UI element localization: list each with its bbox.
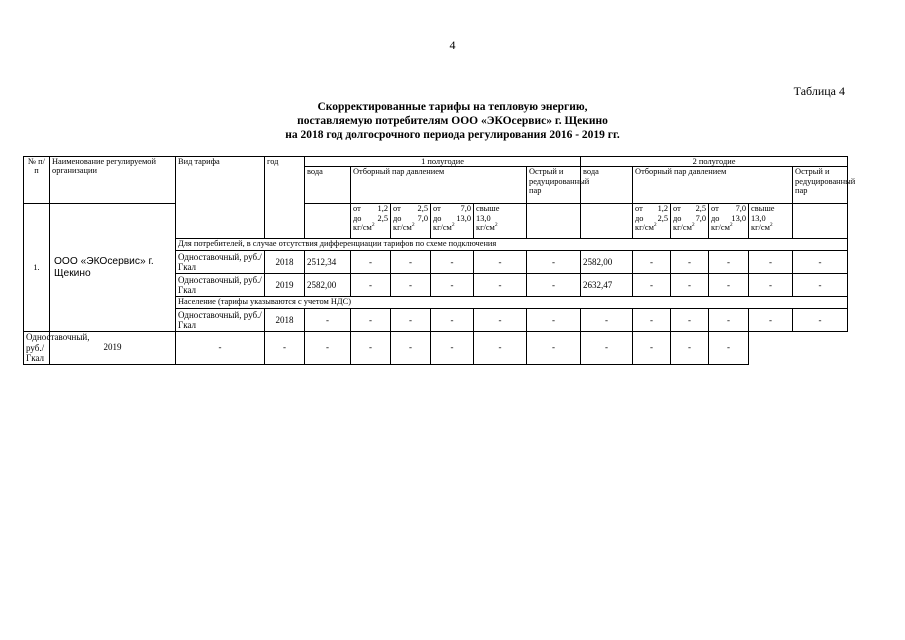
value-cell: - xyxy=(431,251,474,274)
title-line-3: на 2018 год долгосрочного периода регулирования 2016 - 2019 гг. xyxy=(285,129,620,141)
value-cell: - xyxy=(431,309,474,332)
value-cell: - xyxy=(671,274,709,297)
empty-cell xyxy=(527,204,581,239)
header-half-1: 1 полугодие xyxy=(305,157,581,167)
value-cell: - xyxy=(431,274,474,297)
pressure-3-h2: от 7,0 до 13,0 $кг/см^2$ xyxy=(709,204,749,239)
value-cell: - xyxy=(709,332,749,365)
value-cell: - xyxy=(527,274,581,297)
header-sharp-steam-h1: Острый и редуцированный пар xyxy=(527,167,581,204)
value-cell: - xyxy=(709,251,749,274)
value-cell: - xyxy=(749,274,793,297)
tariff-table xyxy=(23,156,856,365)
header-half-2: 2 полугодие xyxy=(581,157,848,167)
value-cell: - xyxy=(305,332,351,365)
value-cell: 2512,34 xyxy=(305,251,351,274)
value-cell: - xyxy=(474,332,527,365)
value-cell: - xyxy=(351,274,391,297)
value-cell: - xyxy=(176,332,265,365)
header-row-3 xyxy=(24,204,848,239)
value-cell: - xyxy=(391,274,431,297)
tariff-year: 2018 xyxy=(265,309,305,332)
tariff-type: Одноставочный, руб./Гкал xyxy=(176,251,265,274)
table-label: Таблица 4 xyxy=(793,84,845,98)
section-title: Для потребителей, в случае отсутствия дифференциации тарифов по схеме подключения xyxy=(176,239,848,251)
value-cell: - xyxy=(633,251,671,274)
empty-cell xyxy=(581,204,633,239)
value-cell: - xyxy=(671,309,709,332)
value-cell: - xyxy=(709,309,749,332)
pressure-1-h2: от 1,2 до 2,5 $кг/см^2$ xyxy=(633,204,671,239)
header-steam-h1: Отборный пар давлением xyxy=(351,167,527,204)
value-cell: - xyxy=(793,309,848,332)
tariff-type: Одноставочный, руб./Гкал xyxy=(176,309,265,332)
value-cell: - xyxy=(749,251,793,274)
pressure-4-h2: свыше 13,0 $кг/см^2$ xyxy=(749,204,793,239)
page-number: 4 xyxy=(449,38,456,52)
empty-cell xyxy=(305,204,351,239)
value-cell: 2582,00 xyxy=(305,274,351,297)
value-cell: - xyxy=(305,309,351,332)
header-num: № п/п xyxy=(24,157,50,204)
document-title xyxy=(0,100,905,142)
value-cell: - xyxy=(391,332,431,365)
value-cell: - xyxy=(709,274,749,297)
value-cell: - xyxy=(527,251,581,274)
pressure-4-h1: свыше 13,0 $кг/см^2$ xyxy=(474,204,527,239)
value-cell: - xyxy=(474,309,527,332)
pressure-3-h1: от 7,0 до 13,0 $кг/см^2$ xyxy=(431,204,474,239)
tariff-year: 2019 xyxy=(265,274,305,297)
value-cell: - xyxy=(265,332,305,365)
value-cell: 2582,00 xyxy=(581,251,633,274)
value-cell: - xyxy=(474,251,527,274)
value-cell: 2632,47 xyxy=(581,274,633,297)
value-cell: - xyxy=(351,332,391,365)
value-cell: - xyxy=(581,309,633,332)
tariff-type: Одноставочный, руб./Гкал xyxy=(176,274,265,297)
tariff-year: 2018 xyxy=(265,251,305,274)
value-cell: - xyxy=(581,332,633,365)
header-year: год xyxy=(265,157,305,239)
section-title: Население (тарифы указываются с учетом НДС) xyxy=(176,297,848,309)
value-cell: - xyxy=(793,251,848,274)
value-cell: - xyxy=(527,309,581,332)
value-cell: - xyxy=(633,274,671,297)
tariff-type: Одноставочный, руб./Гкал xyxy=(24,332,50,365)
header-sharp-steam-h2: Острый и редуцированный пар xyxy=(793,167,848,204)
value-cell: - xyxy=(391,309,431,332)
pressure-2-h2: от 2,5 до 7,0 $кг/см^2$ xyxy=(671,204,709,239)
header-tariff-type: Вид тарифа xyxy=(176,157,265,239)
header-water-h1: вода xyxy=(305,167,351,204)
table-row xyxy=(24,332,848,365)
value-cell: - xyxy=(391,251,431,274)
value-cell: - xyxy=(351,251,391,274)
value-cell: - xyxy=(527,332,581,365)
header-org: Наименование регулируемой организации xyxy=(50,157,176,204)
title-line-2: поставляемую потребителям ООО «ЭКОсервис» г. Щекино xyxy=(297,115,608,127)
pressure-1-h1: от 1,2 до 2,5 $кг/см^2$ xyxy=(351,204,391,239)
value-cell: - xyxy=(633,332,671,365)
value-cell: - xyxy=(671,251,709,274)
title-line-1: Скорректированные тарифы на тепловую энергию, xyxy=(317,101,588,113)
tariff-year: 2019 xyxy=(50,332,176,365)
value-cell: - xyxy=(431,332,474,365)
value-cell: - xyxy=(749,309,793,332)
value-cell: - xyxy=(474,274,527,297)
value-cell: - xyxy=(793,274,848,297)
value-cell: - xyxy=(671,332,709,365)
header-row-1 xyxy=(24,157,848,167)
pressure-2-h1: от 2,5 до 7,0 $кг/см^2$ xyxy=(391,204,431,239)
header-steam-h2: Отборный пар давлением xyxy=(633,167,793,204)
empty-cell xyxy=(793,204,848,239)
row-number: 1. xyxy=(24,204,50,332)
value-cell: - xyxy=(351,309,391,332)
org-name: ООО «ЭКОсервис» г. Щекино xyxy=(50,204,176,332)
value-cell: - xyxy=(633,309,671,332)
header-water-h2: вода xyxy=(581,167,633,204)
